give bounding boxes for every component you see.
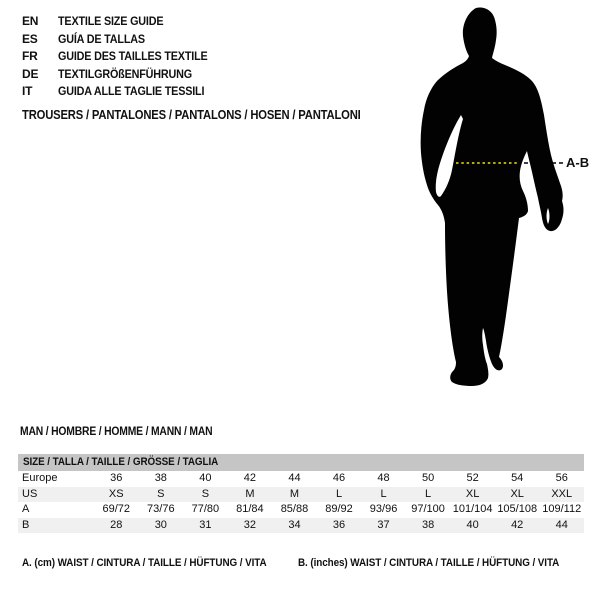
man-body-shape <box>421 8 564 386</box>
table-cell: 56 <box>555 472 568 484</box>
table-cell: 42 <box>511 518 524 531</box>
row-label: Europe <box>22 472 58 484</box>
table-cell: 105/108 <box>497 503 538 515</box>
table-cell: 32 <box>243 518 257 531</box>
table-cell: 31 <box>199 518 212 531</box>
row-label: A <box>22 503 30 515</box>
table-cell: 44 <box>288 472 301 484</box>
table-cell: XS <box>108 487 124 500</box>
table-cell: L <box>380 487 387 500</box>
table-cell: 52 <box>466 472 479 484</box>
language-label: GUIDE DES TAILLES TEXTILE <box>58 49 208 63</box>
language-code: IT <box>22 84 33 98</box>
table-cell: 69/72 <box>102 503 131 515</box>
language-row <box>22 66 224 84</box>
row-label: US <box>22 487 38 500</box>
section-title-man: MAN / HOMBRE / HOMME / MANN / MAN <box>20 426 213 438</box>
table-cell: 38 <box>154 472 167 484</box>
table-cell: S <box>157 487 165 500</box>
table-cell: XXL <box>551 487 573 500</box>
figure-silhouette <box>400 0 600 400</box>
table-cell: 46 <box>332 472 346 484</box>
table-row <box>18 518 584 534</box>
measure-notes <box>22 553 588 572</box>
table-cell: 89/92 <box>325 503 353 515</box>
category-title: TROUSERS / PANTALONES / PANTALONS / HOSEN / PANTALONI <box>22 108 361 122</box>
language-code: FR <box>22 49 38 63</box>
table-cell: L <box>425 487 432 500</box>
table-cell: 85/88 <box>280 503 309 515</box>
language-row <box>22 48 224 66</box>
table-cell: L <box>335 487 343 500</box>
table-row <box>18 471 584 487</box>
table-cell: 54 <box>511 472 524 484</box>
language-label: GUÍA DE TALLAS <box>58 31 145 46</box>
note-a: A. (cm) WAIST / CINTURA / TAILLE / HÜFTUNG / VITA <box>22 557 267 569</box>
table-cell: 28 <box>110 518 123 531</box>
table-cell: 109/112 <box>542 503 582 515</box>
table-cell: 50 <box>421 472 435 484</box>
table-cell: 34 <box>288 518 301 531</box>
table-cell: 44 <box>555 518 568 531</box>
measure-label: A-B <box>566 155 590 170</box>
table-cell: 97/100 <box>411 503 445 515</box>
table-cell: 36 <box>332 518 346 531</box>
size-table-header-label: SIZE / TALLA / TAILLE / GRÖSSE / TAGLIA <box>23 456 219 468</box>
table-cell: 30 <box>154 518 167 531</box>
table-row <box>18 502 584 518</box>
table-cell: 36 <box>110 472 123 484</box>
table-cell: XL <box>510 487 524 500</box>
table-cell: 40 <box>199 472 212 484</box>
table-cell: M <box>245 487 255 500</box>
language-row <box>22 83 224 101</box>
language-code: DE <box>22 66 39 81</box>
language-label: GUIDA ALLE TAGLIE TESSILI <box>58 84 205 98</box>
language-row <box>22 31 224 49</box>
table-cell: M <box>289 487 300 500</box>
table-cell: 40 <box>466 518 479 531</box>
note-b: B. (inches) WAIST / CINTURA / TAILLE / HÜFTUNG / VITA <box>298 557 560 569</box>
language-row <box>22 13 224 31</box>
table-cell: 73/76 <box>147 503 175 515</box>
size-table-body <box>18 471 584 533</box>
table-cell: 42 <box>243 472 257 484</box>
table-cell: 81/84 <box>236 503 264 515</box>
table-cell: XL <box>465 487 480 500</box>
language-label: TEXTILGRÖßENFÜHRUNG <box>58 66 192 81</box>
table-cell: 77/80 <box>191 503 220 515</box>
table-cell: 37 <box>377 518 390 531</box>
language-list <box>22 13 224 101</box>
table-cell: S <box>201 487 210 500</box>
table-cell: 38 <box>421 518 435 531</box>
table-cell: 48 <box>377 472 390 484</box>
size-table <box>18 454 584 533</box>
language-code: EN <box>22 14 39 28</box>
table-cell: 93/96 <box>369 503 398 515</box>
language-label: TEXTILE SIZE GUIDE <box>58 14 164 28</box>
language-code: ES <box>22 31 38 46</box>
table-cell: 101/104 <box>452 503 493 515</box>
size-table-header-bar <box>18 454 584 471</box>
row-label: B <box>22 518 30 531</box>
table-row <box>18 487 584 503</box>
